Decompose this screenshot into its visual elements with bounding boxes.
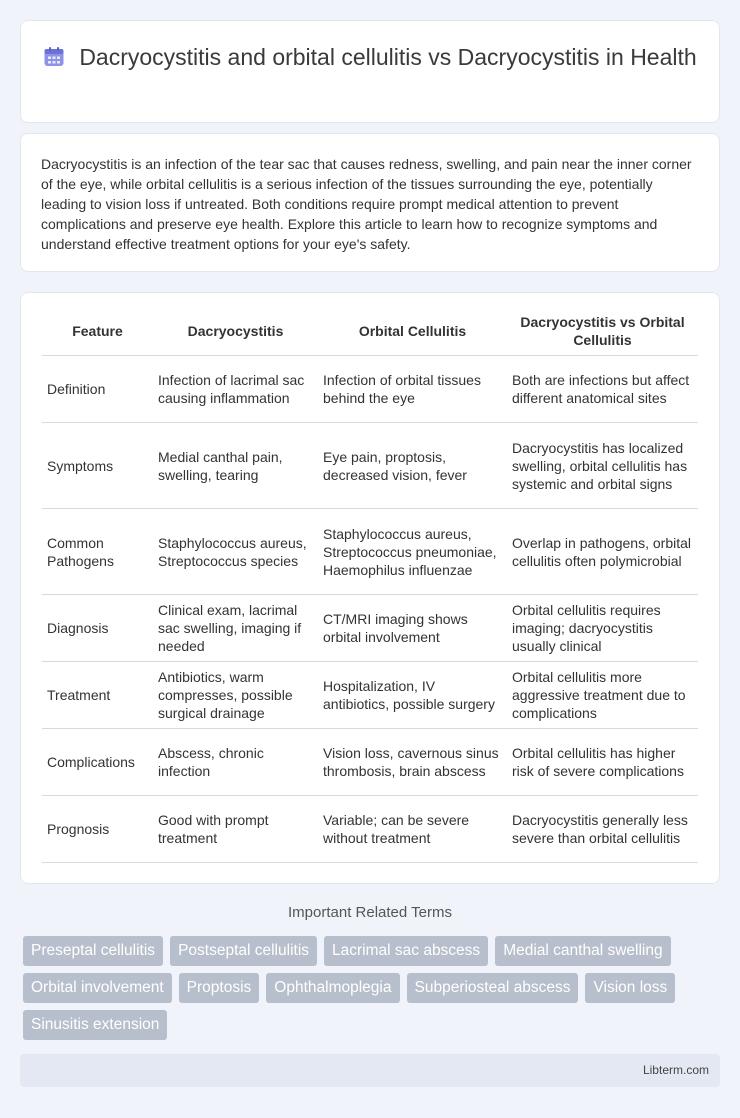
related-term-tag[interactable]: Vision loss — [585, 973, 675, 1003]
comparison-table-card — [20, 292, 720, 884]
related-term-tag[interactable]: Proptosis — [179, 973, 260, 1003]
table-row — [42, 729, 698, 796]
row-orbital-cellulitis: Eye pain, proptosis, decreased vision, fever — [318, 423, 507, 509]
related-term-tag[interactable]: Postseptal cellulitis — [170, 936, 317, 966]
header-orbital-cellulitis: Orbital Cellulitis — [318, 306, 507, 356]
row-feature: Common Pathogens — [42, 509, 153, 595]
row-feature: Complications — [42, 729, 153, 796]
table-row — [42, 796, 698, 863]
comparison-table — [42, 306, 698, 863]
related-term-tag[interactable]: Sinusitis extension — [23, 1010, 167, 1040]
table-header-row — [42, 306, 698, 356]
intro-card — [20, 133, 720, 272]
header-feature: Feature — [42, 306, 153, 356]
calendar-icon — [43, 46, 65, 68]
row-dacryocystitis: Clinical exam, lacrimal sac swelling, imaging if needed — [153, 595, 318, 662]
page-title-wrap — [41, 43, 699, 72]
table-row — [42, 662, 698, 729]
row-orbital-cellulitis: Hospitalization, IV antibiotics, possible surgery — [318, 662, 507, 729]
row-comparison: Both are infections but affect different anatomical sites — [507, 356, 698, 423]
header-dacryocystitis: Dacryocystitis — [153, 306, 318, 356]
related-term-tag[interactable]: Ophthalmoplegia — [266, 973, 399, 1003]
row-feature: Diagnosis — [42, 595, 153, 662]
table-row — [42, 356, 698, 423]
row-dacryocystitis: Abscess, chronic infection — [153, 729, 318, 796]
header-card — [20, 20, 720, 123]
row-orbital-cellulitis: Vision loss, cavernous sinus thrombosis, brain abscess — [318, 729, 507, 796]
related-term-tag[interactable]: Lacrimal sac abscess — [324, 936, 488, 966]
row-orbital-cellulitis: CT/MRI imaging shows orbital involvement — [318, 595, 507, 662]
page-title: Dacryocystitis and orbital cellulitis vs Dacryocystitis in Health — [79, 44, 697, 70]
row-dacryocystitis: Antibiotics, warm compresses, possible surgical drainage — [153, 662, 318, 729]
header-comparison: Dacryocystitis vs Orbital Cellulitis — [507, 306, 698, 356]
row-dacryocystitis: Staphylococcus aureus, Streptococcus species — [153, 509, 318, 595]
related-term-tag[interactable]: Preseptal cellulitis — [23, 936, 163, 966]
table-row — [42, 423, 698, 509]
row-dacryocystitis: Medial canthal pain, swelling, tearing — [153, 423, 318, 509]
row-comparison: Orbital cellulitis requires imaging; dacryocystitis usually clinical — [507, 595, 698, 662]
row-comparison: Overlap in pathogens, orbital cellulitis often polymicrobial — [507, 509, 698, 595]
row-feature: Symptoms — [42, 423, 153, 509]
table-row — [42, 595, 698, 662]
row-orbital-cellulitis: Variable; can be severe without treatment — [318, 796, 507, 863]
footer — [20, 1054, 720, 1087]
intro-paragraph: Dacryocystitis is an infection of the tear sac that causes redness, swelling, and pain near the inner corner of the eye, while orbital cellulitis is a serious infection of the tissues surrounding the eye, potentially leading to vision loss if untreated. Both conditions require prompt medical attention to prevent complications and preserve eye health. Explore this article to learn how to recognize symptoms and understand effective treatment options for your eye's safety. — [41, 156, 692, 252]
row-comparison: Dacryocystitis generally less severe than orbital cellulitis — [507, 796, 698, 863]
table-row — [42, 509, 698, 595]
row-feature: Definition — [42, 356, 153, 423]
row-feature: Prognosis — [42, 796, 153, 863]
row-comparison: Orbital cellulitis has higher risk of severe complications — [507, 729, 698, 796]
row-dacryocystitis: Infection of lacrimal sac causing inflammation — [153, 356, 318, 423]
row-comparison: Orbital cellulitis more aggressive treatment due to complications — [507, 662, 698, 729]
related-term-tag[interactable]: Subperiosteal abscess — [407, 973, 579, 1003]
row-orbital-cellulitis: Infection of orbital tissues behind the eye — [318, 356, 507, 423]
row-orbital-cellulitis: Staphylococcus aureus, Streptococcus pneumoniae, Haemophilus influenzae — [318, 509, 507, 595]
related-terms-title: Important Related Terms — [288, 904, 452, 921]
related-term-tag[interactable]: Medial canthal swelling — [495, 936, 670, 966]
related-terms-list — [23, 936, 703, 1047]
row-dacryocystitis: Good with prompt treatment — [153, 796, 318, 863]
row-feature: Treatment — [42, 662, 153, 729]
footer-site-link[interactable]: Libterm.com — [642, 1063, 709, 1077]
related-term-tag[interactable]: Orbital involvement — [23, 973, 172, 1003]
row-comparison: Dacryocystitis has localized swelling, orbital cellulitis has systemic and orbital signs — [507, 423, 698, 509]
